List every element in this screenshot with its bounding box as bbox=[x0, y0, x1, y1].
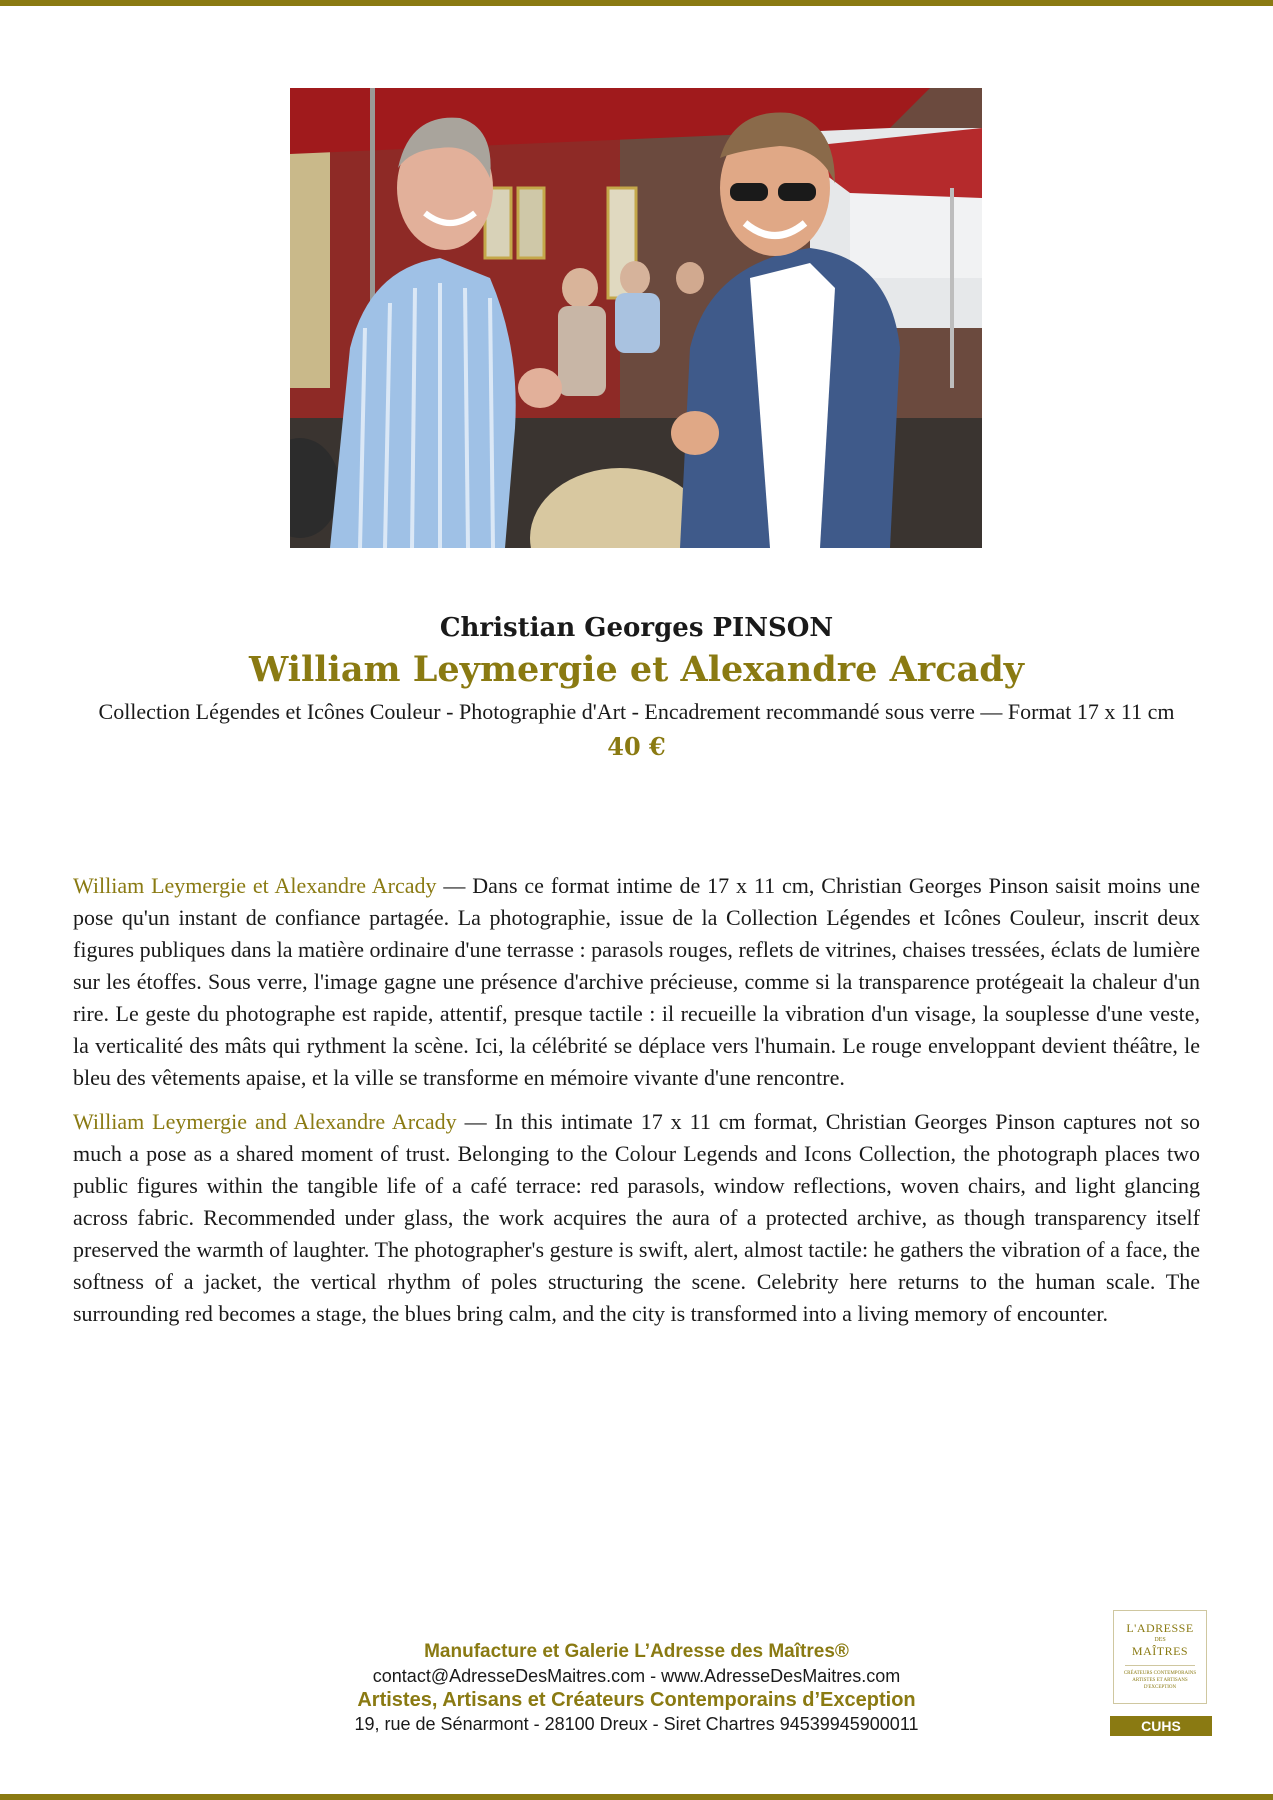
gallery-logo: L'ADRESSE DES MAÎTRES CRÉATEURS CONTEMPORAINS ARTISTES ET ARTISANS D'EXCEPTION bbox=[1113, 1610, 1207, 1704]
artwork-title: William Leymergie et Alexandre Arcady bbox=[248, 649, 1025, 690]
description-fr-lead: William Leymergie et Alexandre Arcady bbox=[73, 873, 437, 898]
description-en-text: — In this intimate 17 x 11 cm format, Christian Georges Pinson captures not so much a pose as a shared moment of trust. Belonging to the Colour Legends and Icons Collection, the photograph places two public figures within the tangible life of a café terrace: red parasols, window reflections, woven chairs, and light glancing across fabric. Recommended under glass, the work acquires the aura of a protected archive, as though transparency itself preserved the warmth of laughter. The photographer's gesture is swift, alert, almost tactile: he gathers the vibration of a face, the softness of a jacket, the vertical rhythm of poles structuring the scene. Celebrity here returns to the human scale. The surrounding red becomes a stage, the blues bring calm, and the city is transformed into a living memory of encounter. bbox=[73, 1109, 1201, 1326]
description bbox=[73, 870, 1200, 1342]
artwork-subtitle: Collection Légendes et Icônes Couleur - Photographie d'Art - Encadrement recommandé sous verre — Format 17 x 11 cm bbox=[98, 699, 1175, 724]
footer-tagline: Artistes, Artisans et Créateurs Contemporains d’Exception bbox=[357, 1689, 916, 1711]
artwork-photo bbox=[290, 88, 982, 548]
description-en-lead: William Leymergie and Alexandre Arcady bbox=[73, 1109, 457, 1134]
description-fr-text: — Dans ce format intime de 17 x 11 cm, Christian Georges Pinson saisit moins une pose qu'un instant de confiance partagée. La photographie, issue de la Collection Légendes et Icônes Couleur, inscrit deux figures publiques dans la matière ordinaire d'une terrasse : parasols rouges, reflets de vitrines, chaises tressées, éclats de lumière sur les étoffes. Sous verre, l'image gagne une présence d'archive précieuse, comme si la transparence protégeait la chaleur d'un rire. Le geste du photographe est rapide, attentif, presque tactile : il recueille la vibration d'un visage, la souplesse d'une veste, la verticalité des mâts qui rythment la scène. Ici, la célébrité se déplace vers l'humain. Le rouge enveloppant devient théâtre, le bleu des vêtements apaise, et la ville se transforme en mémoire vivante d'une rencontre. bbox=[73, 873, 1200, 1090]
description-en bbox=[73, 1106, 1200, 1330]
description-fr bbox=[73, 870, 1200, 1094]
bottom-border bbox=[0, 1794, 1273, 1800]
footer-brand: Manufacture et Galerie L’Adresse des Maîtres® bbox=[424, 1641, 849, 1662]
artist-name: Christian Georges PINSON bbox=[439, 613, 834, 643]
artwork-price: 40 € bbox=[607, 732, 666, 761]
top-border bbox=[0, 0, 1273, 6]
footer-address: 19, rue de Sénarmont - 28100 Dreux - Siret Chartres 94539945900011 bbox=[354, 1714, 919, 1734]
artwork-header bbox=[70, 610, 1203, 764]
footer-contact: contact@AdresseDesMaitres.com - www.AdresseDesMaitres.com bbox=[372, 1666, 901, 1686]
cuhs-badge: CUHS bbox=[1110, 1716, 1212, 1736]
footer bbox=[270, 1640, 1003, 1736]
